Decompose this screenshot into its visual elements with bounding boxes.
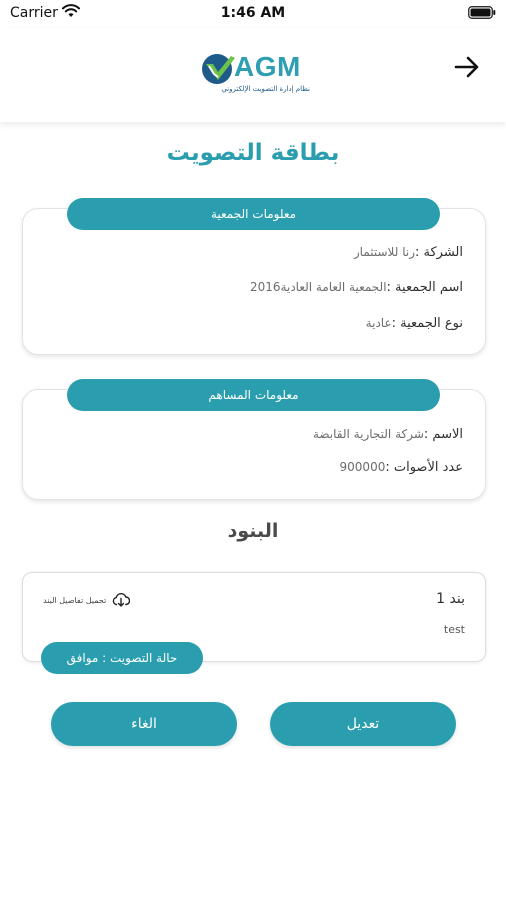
assembly-info-card [22,208,486,355]
info-label: اسم الجمعية : [386,280,463,295]
nav-header [0,28,506,122]
item-title: بند 1 [436,591,465,607]
agm-logo [200,48,310,100]
info-value: شركة التجارية القابضة [312,427,424,441]
item-description: test [443,623,465,636]
cloud-download-icon [112,592,130,608]
info-value: 900000 [339,460,386,474]
info-row-assembly-type [366,316,463,331]
battery-icon [468,6,496,19]
carrier-label: Carrier [10,5,58,21]
edit-button[interactable]: تعديل [270,702,456,746]
download-details-link[interactable] [43,591,130,609]
info-label: نوع الجمعية : [391,316,463,331]
vote-status-badge: حالة التصويت : موافق [41,642,203,674]
check-shield-icon [200,50,236,86]
cancel-button[interactable]: الغاء [51,702,237,746]
info-value: عادية [365,316,392,330]
info-row-assembly-name [250,280,463,295]
info-row-vote-count [340,460,463,475]
assembly-info-header: معلومات الجمعية [67,198,440,230]
status-bar [0,0,506,28]
info-row-company [354,245,463,260]
items-section-title: البنود [227,520,279,542]
logo-text: AGM [234,51,301,82]
shareholder-info-header: معلومات المساهم [67,379,440,411]
status-time: 1:46 AM [220,5,286,21]
page-title: بطاقة التصويت [166,140,340,166]
info-value: الجمعية العامة العادية2016 [250,280,387,294]
info-label: الشركة : [414,245,463,260]
info-label: الاسم : [423,427,463,442]
logo-subtitle: نظام إدارة التصويت الإلكتروني [221,85,310,93]
info-value: رنا للاستثمار [353,245,415,259]
info-label: عدد الأصوات : [385,460,463,475]
download-label: تحميل تفاصيل البند [43,595,107,605]
info-row-shareholder-name [313,427,463,442]
arrow-right-icon[interactable] [452,52,482,82]
